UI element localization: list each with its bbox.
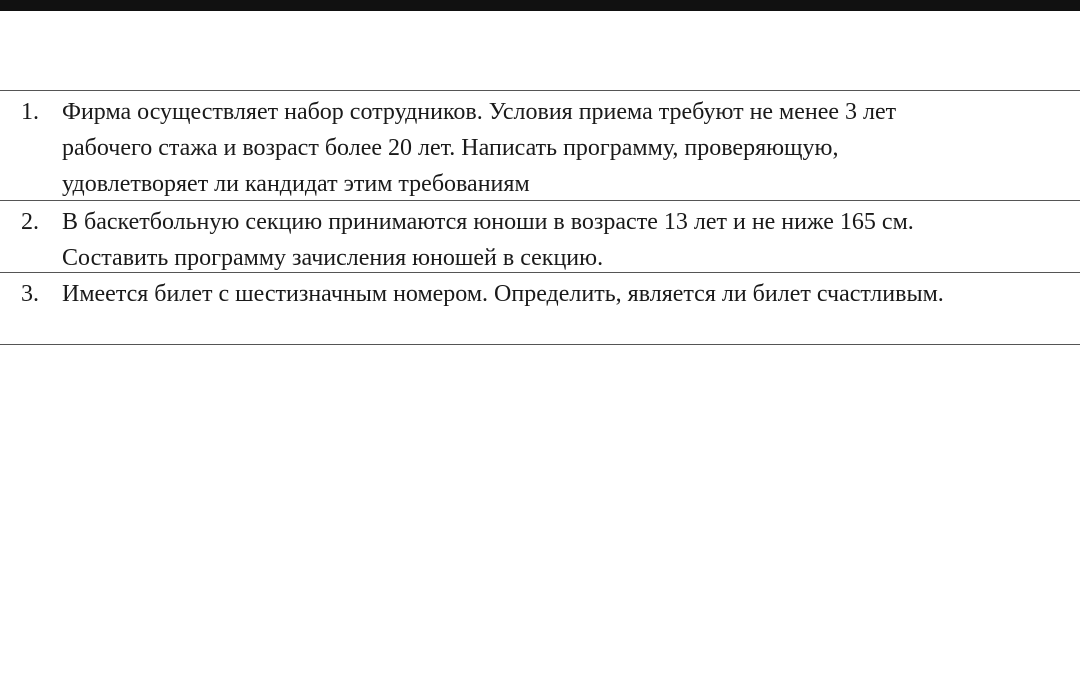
task-number: 2. — [21, 209, 39, 235]
task-number: 3. — [21, 281, 39, 307]
task-text-line: Фирма осуществляет набор сотрудников. Условия приема требуют не менее 3 лет — [62, 99, 897, 125]
task-text-line: удовлетворяет ли кандидат этим требованиям — [62, 171, 530, 197]
task-text-line: В баскетбольную секцию принимаются юноши в возрасте 13 лет и не ниже 165 см. — [62, 209, 914, 235]
task-row-3 — [0, 273, 1080, 345]
task-text-line: Имеется билет с шестизначным номером. Определить, является ли билет счастливым. — [62, 281, 944, 307]
task-text — [62, 204, 1072, 276]
top-bar — [0, 0, 1080, 11]
task-table — [0, 90, 1080, 345]
task-row-1 — [0, 91, 1080, 201]
task-text-line: Составить программу зачисления юношей в секцию. — [62, 245, 604, 271]
task-number: 1. — [21, 99, 39, 125]
task-row-2 — [0, 201, 1080, 273]
task-text — [62, 94, 1072, 202]
task-text-line: рабочего стажа и возраст более 20 лет. Написать программу, проверяющую, — [62, 135, 839, 161]
task-text — [62, 276, 1072, 312]
